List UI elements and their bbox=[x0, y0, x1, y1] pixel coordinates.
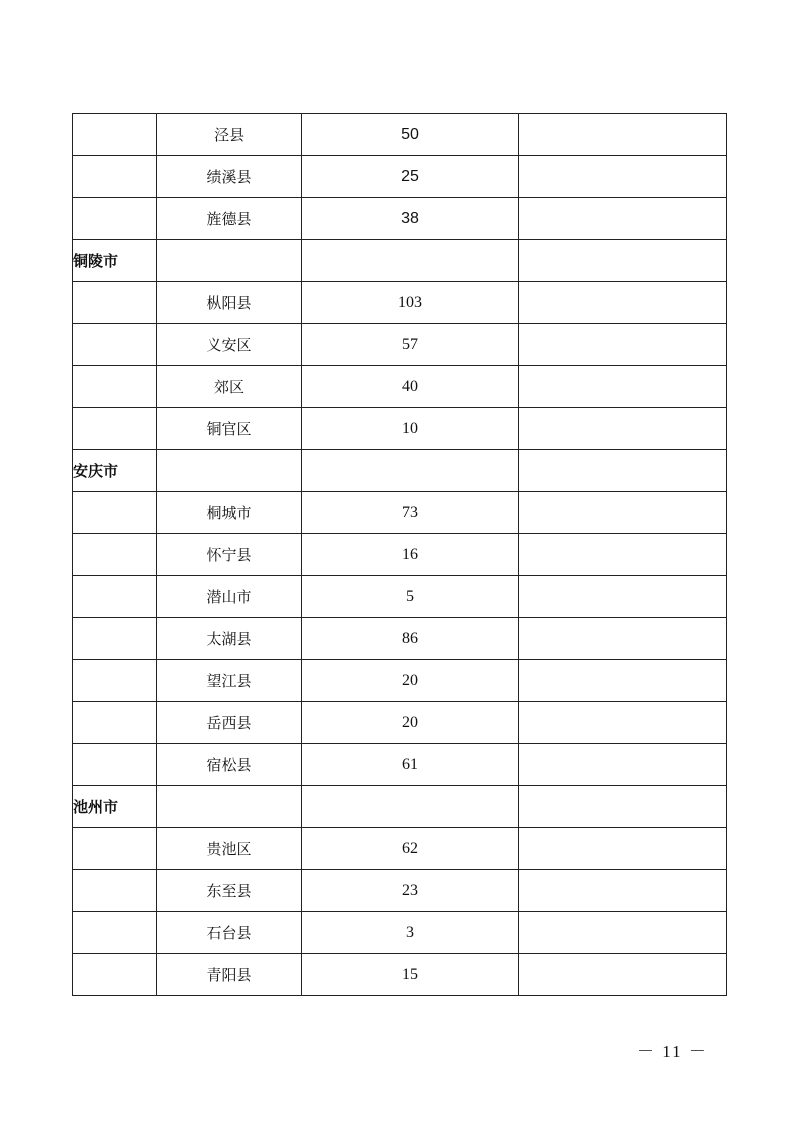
note-cell bbox=[519, 744, 727, 786]
count-cell: 20 bbox=[302, 660, 519, 702]
count-cell: 50 bbox=[302, 114, 519, 156]
count-cell: 103 bbox=[302, 282, 519, 324]
count-cell: 86 bbox=[302, 618, 519, 660]
table-row bbox=[73, 156, 727, 198]
county-cell: 望江县 bbox=[157, 660, 302, 702]
count-cell: 38 bbox=[302, 198, 519, 240]
note-cell bbox=[519, 450, 727, 492]
city-cell: 铜陵市 bbox=[73, 240, 157, 282]
count-cell: 40 bbox=[302, 366, 519, 408]
note-cell bbox=[519, 114, 727, 156]
count-cell: 3 bbox=[302, 912, 519, 954]
county-cell: 石台县 bbox=[157, 912, 302, 954]
count-cell: 73 bbox=[302, 492, 519, 534]
city-cell bbox=[73, 954, 157, 996]
county-cell bbox=[157, 240, 302, 282]
note-cell bbox=[519, 618, 727, 660]
county-cell: 义安区 bbox=[157, 324, 302, 366]
note-cell bbox=[519, 324, 727, 366]
note-cell bbox=[519, 786, 727, 828]
county-cell: 岳西县 bbox=[157, 702, 302, 744]
city-cell bbox=[73, 534, 157, 576]
count-cell: 20 bbox=[302, 702, 519, 744]
table-row bbox=[73, 492, 727, 534]
city-cell bbox=[73, 408, 157, 450]
table-row bbox=[73, 450, 727, 492]
table-row bbox=[73, 912, 727, 954]
count-cell: 62 bbox=[302, 828, 519, 870]
table-row bbox=[73, 198, 727, 240]
count-cell bbox=[302, 240, 519, 282]
city-cell bbox=[73, 618, 157, 660]
count-cell: 25 bbox=[302, 156, 519, 198]
count-cell: 61 bbox=[302, 744, 519, 786]
city-cell bbox=[73, 870, 157, 912]
table-row bbox=[73, 870, 727, 912]
city-cell bbox=[73, 114, 157, 156]
county-cell: 铜官区 bbox=[157, 408, 302, 450]
county-cell: 泾县 bbox=[157, 114, 302, 156]
county-cell: 枞阳县 bbox=[157, 282, 302, 324]
city-cell bbox=[73, 366, 157, 408]
city-cell bbox=[73, 282, 157, 324]
table-row bbox=[73, 282, 727, 324]
county-cell: 郊区 bbox=[157, 366, 302, 408]
count-cell: 23 bbox=[302, 870, 519, 912]
note-cell bbox=[519, 702, 727, 744]
table-row bbox=[73, 534, 727, 576]
city-cell bbox=[73, 576, 157, 618]
count-cell bbox=[302, 786, 519, 828]
table-row bbox=[73, 786, 727, 828]
county-cell: 旌德县 bbox=[157, 198, 302, 240]
county-cell: 宿松县 bbox=[157, 744, 302, 786]
note-cell bbox=[519, 282, 727, 324]
note-cell bbox=[519, 828, 727, 870]
note-cell bbox=[519, 660, 727, 702]
table-row bbox=[73, 114, 727, 156]
note-cell bbox=[519, 954, 727, 996]
county-cell: 怀宁县 bbox=[157, 534, 302, 576]
county-cell: 贵池区 bbox=[157, 828, 302, 870]
table-row bbox=[73, 828, 727, 870]
note-cell bbox=[519, 408, 727, 450]
table-row bbox=[73, 660, 727, 702]
city-cell bbox=[73, 702, 157, 744]
note-cell bbox=[519, 534, 727, 576]
note-cell bbox=[519, 870, 727, 912]
city-cell bbox=[73, 744, 157, 786]
note-cell bbox=[519, 576, 727, 618]
table-row bbox=[73, 744, 727, 786]
city-cell bbox=[73, 492, 157, 534]
city-cell: 安庆市 bbox=[73, 450, 157, 492]
county-cell: 太湖县 bbox=[157, 618, 302, 660]
county-cell: 青阳县 bbox=[157, 954, 302, 996]
county-cell: 桐城市 bbox=[157, 492, 302, 534]
table-row bbox=[73, 408, 727, 450]
count-cell: 16 bbox=[302, 534, 519, 576]
city-cell bbox=[73, 660, 157, 702]
page-number: － 11 － bbox=[637, 1042, 708, 1061]
county-cell bbox=[157, 450, 302, 492]
county-cell: 东至县 bbox=[157, 870, 302, 912]
table-body bbox=[73, 114, 727, 996]
table-row bbox=[73, 324, 727, 366]
city-cell bbox=[73, 828, 157, 870]
note-cell bbox=[519, 366, 727, 408]
count-cell: 10 bbox=[302, 408, 519, 450]
count-cell: 5 bbox=[302, 576, 519, 618]
note-cell bbox=[519, 240, 727, 282]
count-cell: 15 bbox=[302, 954, 519, 996]
count-cell bbox=[302, 450, 519, 492]
table-row bbox=[73, 576, 727, 618]
table-row bbox=[73, 240, 727, 282]
note-cell bbox=[519, 912, 727, 954]
city-cell: 池州市 bbox=[73, 786, 157, 828]
city-cell bbox=[73, 156, 157, 198]
table-row bbox=[73, 618, 727, 660]
table-row bbox=[73, 702, 727, 744]
note-cell bbox=[519, 198, 727, 240]
count-cell: 57 bbox=[302, 324, 519, 366]
data-table bbox=[72, 113, 727, 996]
city-cell bbox=[73, 198, 157, 240]
table-row bbox=[73, 954, 727, 996]
city-cell bbox=[73, 324, 157, 366]
note-cell bbox=[519, 156, 727, 198]
table-row bbox=[73, 366, 727, 408]
city-cell bbox=[73, 912, 157, 954]
note-cell bbox=[519, 492, 727, 534]
county-cell bbox=[157, 786, 302, 828]
county-cell: 绩溪县 bbox=[157, 156, 302, 198]
county-cell: 潜山市 bbox=[157, 576, 302, 618]
